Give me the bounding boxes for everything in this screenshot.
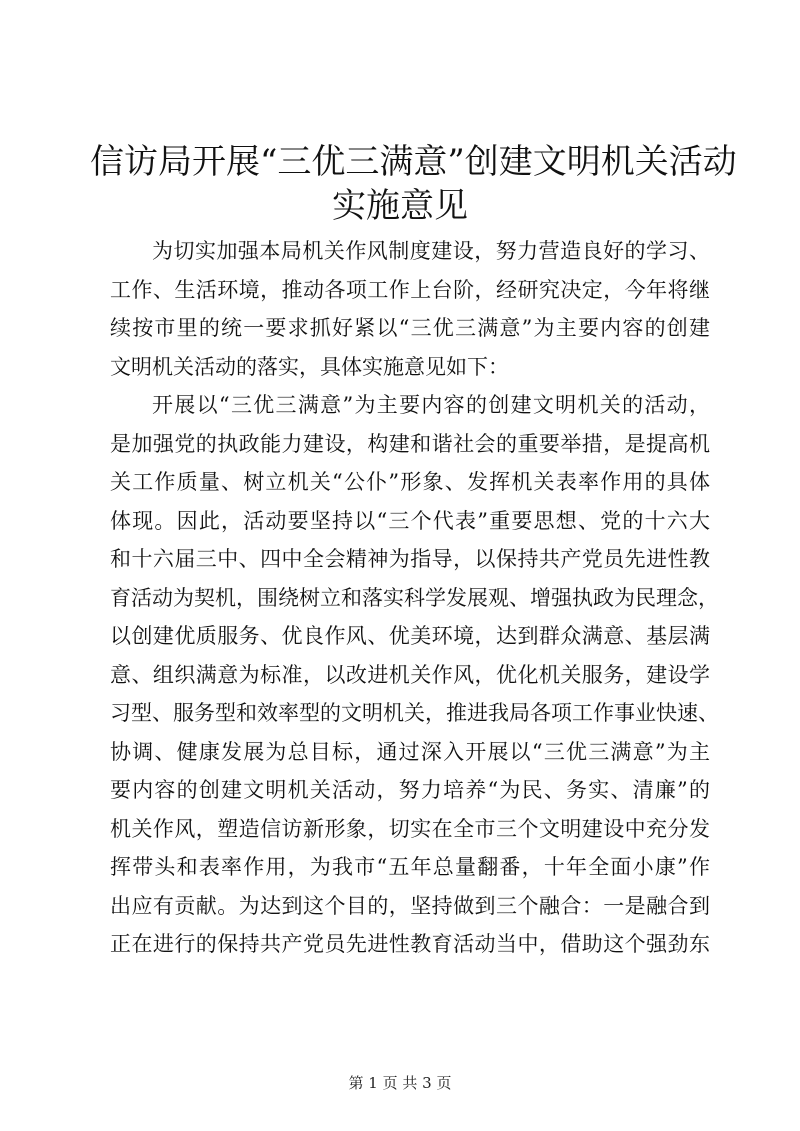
body-line: 和十六届三中、四中全会精神为指导，以保持共产党员先进性教 xyxy=(110,547,710,571)
body-line: 要内容的创建文明机关活动，努力培养“为民、务实、清廉”的 xyxy=(110,778,710,802)
document-title-line-2: 实施意见 xyxy=(332,186,468,226)
body-line: 续按市里的统一要求抓好紧以“三优三满意”为主要内容的创建 xyxy=(110,316,710,340)
body-line: 为切实加强本局机关作风制度建设，努力营造良好的学习、 xyxy=(152,239,710,263)
body-line: 体现。因此，活动要坚持以“三个代表”重要思想、党的十六大 xyxy=(110,508,710,533)
body-line: 意、组织满意为标准，以改进机关作风，优化机关服务，建设学 xyxy=(110,662,710,687)
body-line: 习型、服务型和效率型的文明机关，推进我局各项工作事业快速、 xyxy=(110,701,719,725)
document-title-line-1: 信访局开展“三优三满意”创建文明机关活动 xyxy=(90,142,737,182)
body-line: 工作、生活环境，推动各项工作上台阶，经研究决定，今年将继 xyxy=(110,277,710,302)
body-line: 挥带头和表率作用，为我市“五年总量翻番，十年全面小康”作 xyxy=(110,855,710,879)
body-line: 协调、健康发展为总目标，通过深入开展以“三优三满意”为主 xyxy=(110,739,710,764)
body-line: 关工作质量、树立机关“公仆”形象、发挥机关表率作用的具体 xyxy=(110,470,710,494)
document-body xyxy=(110,232,719,964)
body-line: 文明机关活动的落实，具体实施意见如下： xyxy=(110,354,509,379)
body-line: 正在进行的保持共产党员先进性教育活动当中，借助这个强劲东 xyxy=(110,932,710,956)
body-line: 育活动为契机，围绕树立和落实科学发展观、增强执政为民理念， xyxy=(110,585,719,610)
page-footer: 第 1 页 共 3 页 xyxy=(348,1074,452,1092)
body-line: 出应有贡献。为达到这个目的，坚持做到三个融合：一是融合到 xyxy=(110,893,710,918)
body-line: 以创建优质服务、优良作风、优美环境，达到群众满意、基层满 xyxy=(110,624,710,648)
body-line: 机关作风，塑造信访新形象，切实在全市三个文明建设中充分发 xyxy=(110,816,710,841)
body-line: 开展以“三优三满意”为主要内容的创建文明机关的活动， xyxy=(152,393,710,417)
body-line: 是加强党的执政能力建设，构建和谐社会的重要举措，是提高机 xyxy=(110,431,710,456)
